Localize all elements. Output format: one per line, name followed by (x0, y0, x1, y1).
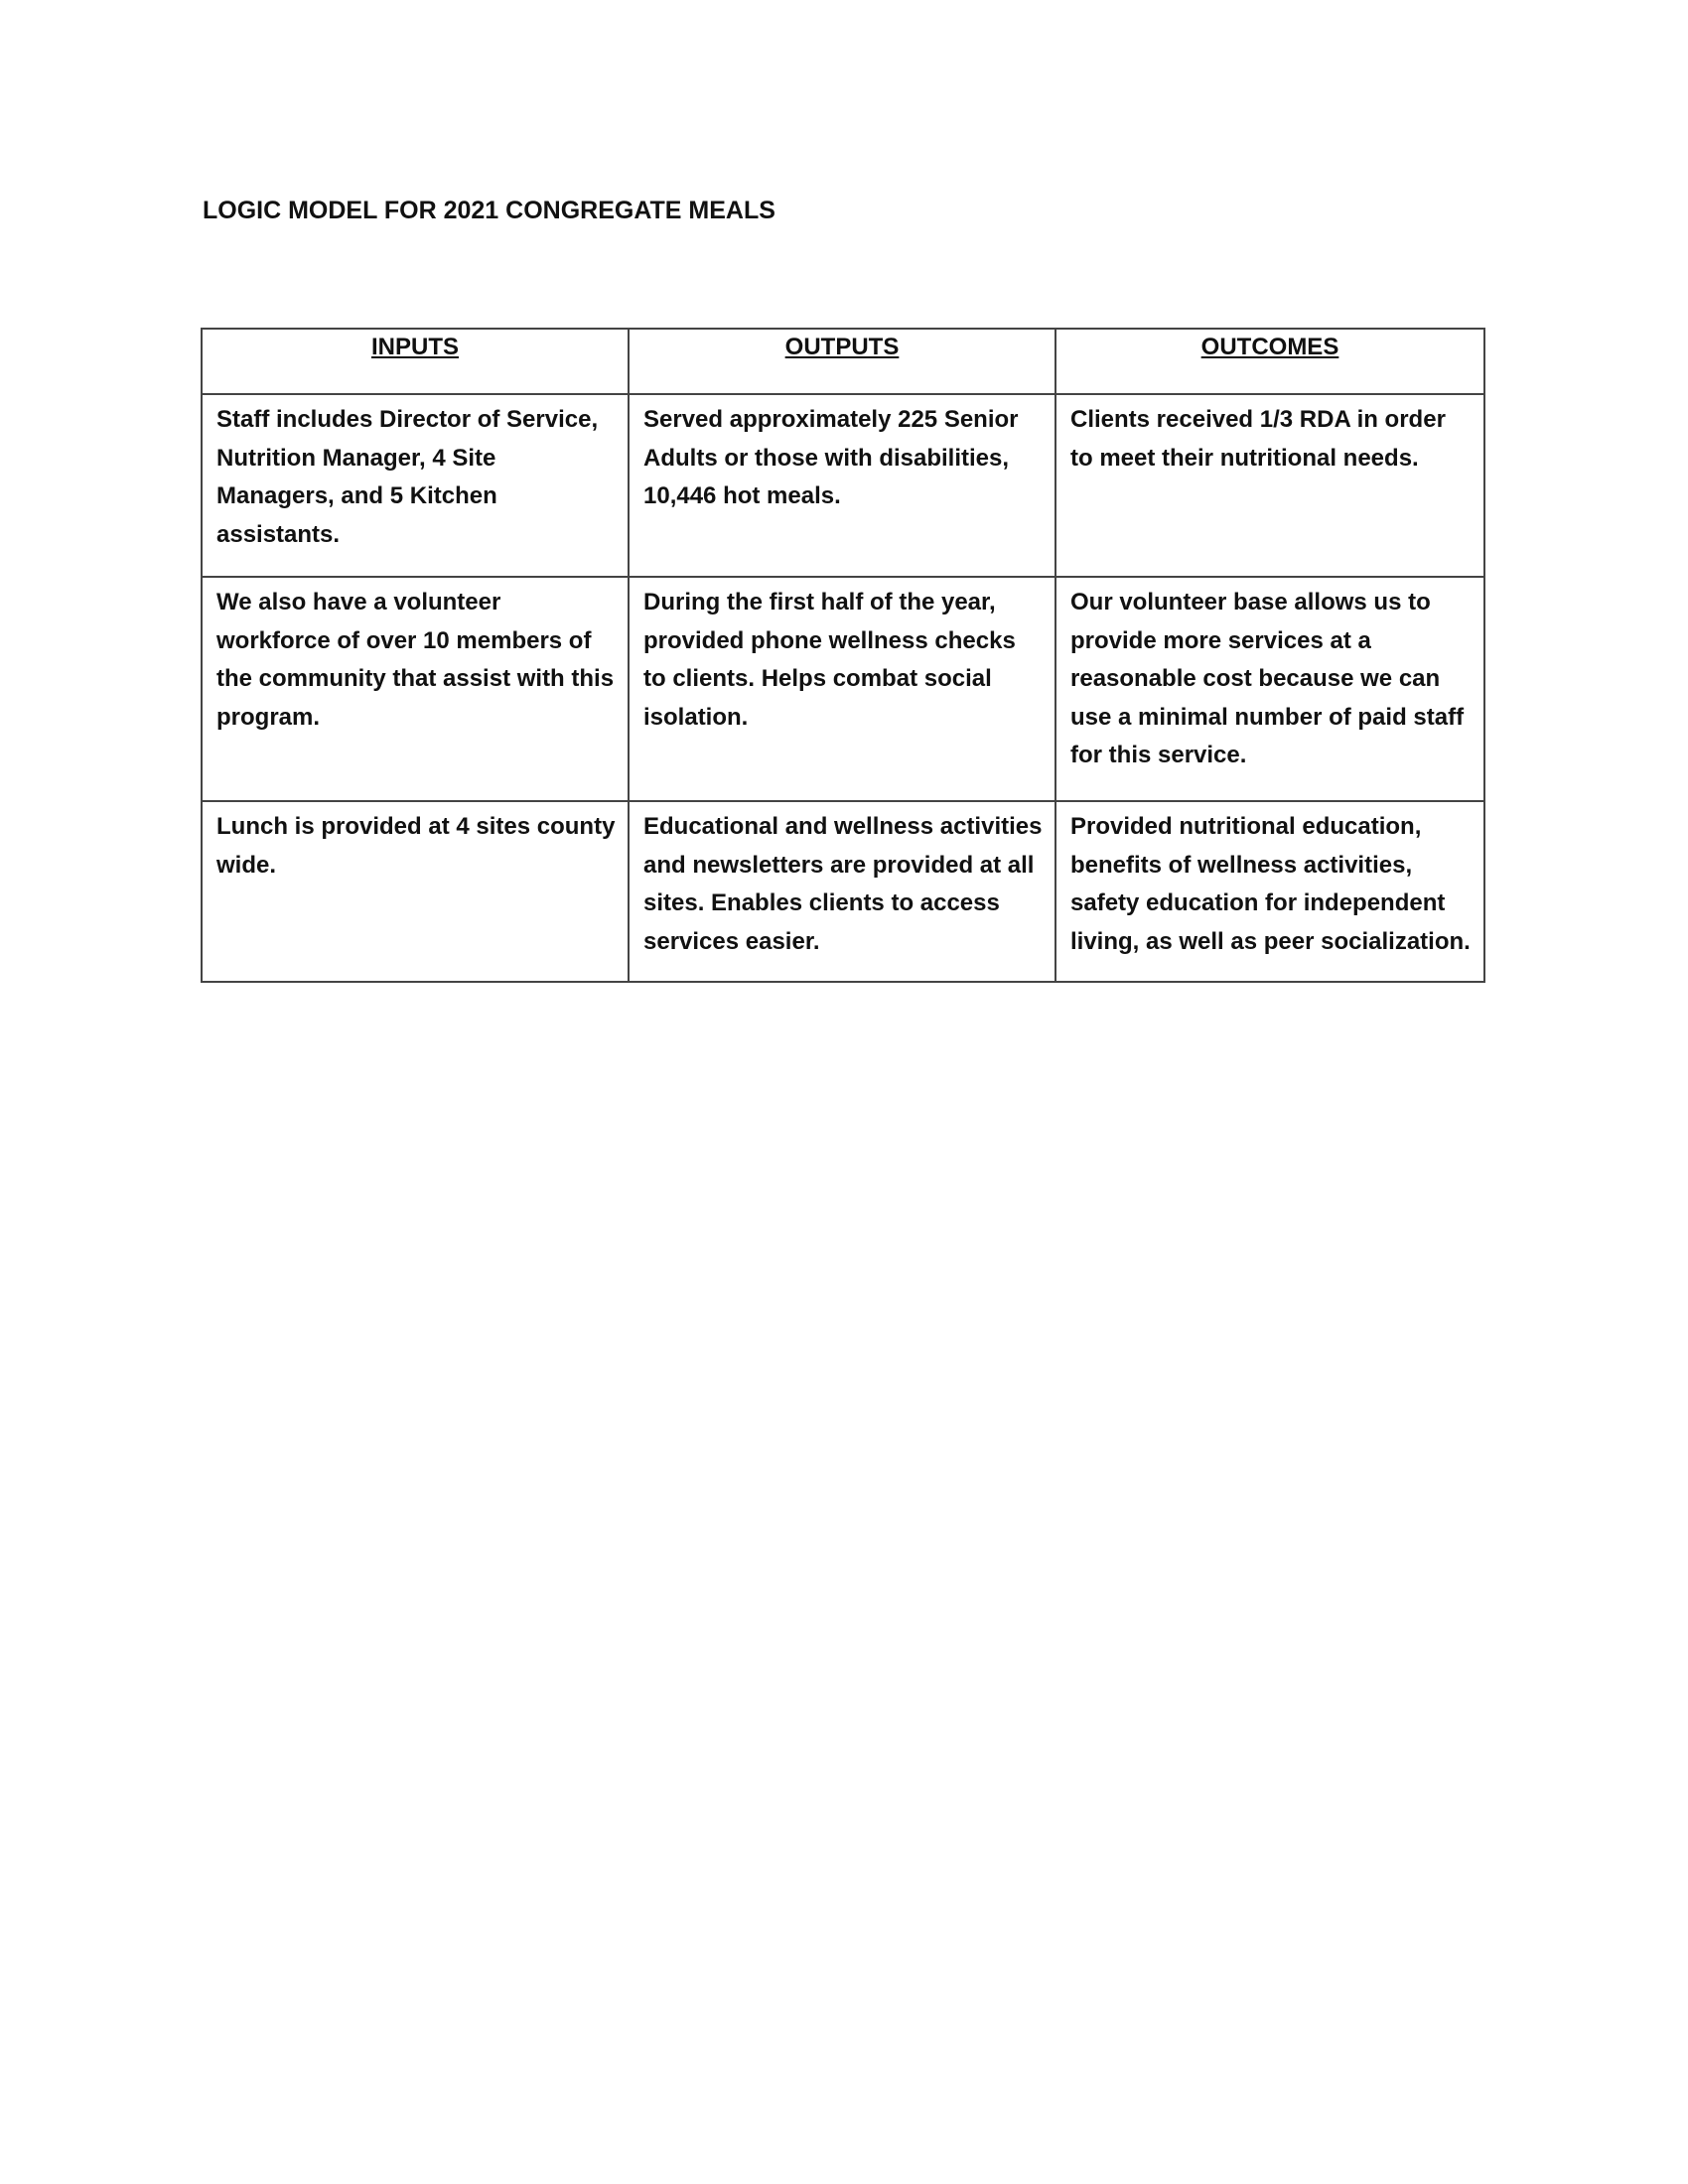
cell-inputs-volunteers: We also have a volunteer workforce of over 10 members of the community that assist with this program. (202, 577, 629, 801)
cell-inputs-staff: Staff includes Director of Service, Nutrition Manager, 4 Site Managers, and 5 Kitchen assistants. (202, 394, 629, 577)
cell-inputs-lunch-sites: Lunch is provided at 4 sites county wide. (202, 801, 629, 982)
cell-outcomes-volunteer-base: Our volunteer base allows us to provide more services at a reasonable cost because we can use a minimal number of paid staff for this service. (1055, 577, 1484, 801)
header-inputs: INPUTS (202, 329, 629, 394)
table-row (202, 577, 1484, 801)
table-row (202, 394, 1484, 577)
cell-outcomes-education: Provided nutritional education, benefits of wellness activities, safety education for independent living, as well as peer socialization. (1055, 801, 1484, 982)
cell-outputs-served: Served approximately 225 Senior Adults or those with disabilities, 10,446 hot meals. (629, 394, 1055, 577)
header-outputs: OUTPUTS (629, 329, 1055, 394)
cell-outcomes-rda: Clients received 1/3 RDA in order to meet their nutritional needs. (1055, 394, 1484, 577)
cell-outputs-wellness-checks: During the first half of the year, provided phone wellness checks to clients. Helps combat social isolation. (629, 577, 1055, 801)
table-header-row (202, 329, 1484, 394)
header-outcomes: OUTCOMES (1055, 329, 1484, 394)
cell-outputs-activities: Educational and wellness activities and newsletters are provided at all sites. Enables clients to access services easier. (629, 801, 1055, 982)
page-title: LOGIC MODEL FOR 2021 CONGREGATE MEALS (203, 197, 775, 224)
table-row (202, 801, 1484, 982)
logic-model-table (201, 328, 1485, 983)
